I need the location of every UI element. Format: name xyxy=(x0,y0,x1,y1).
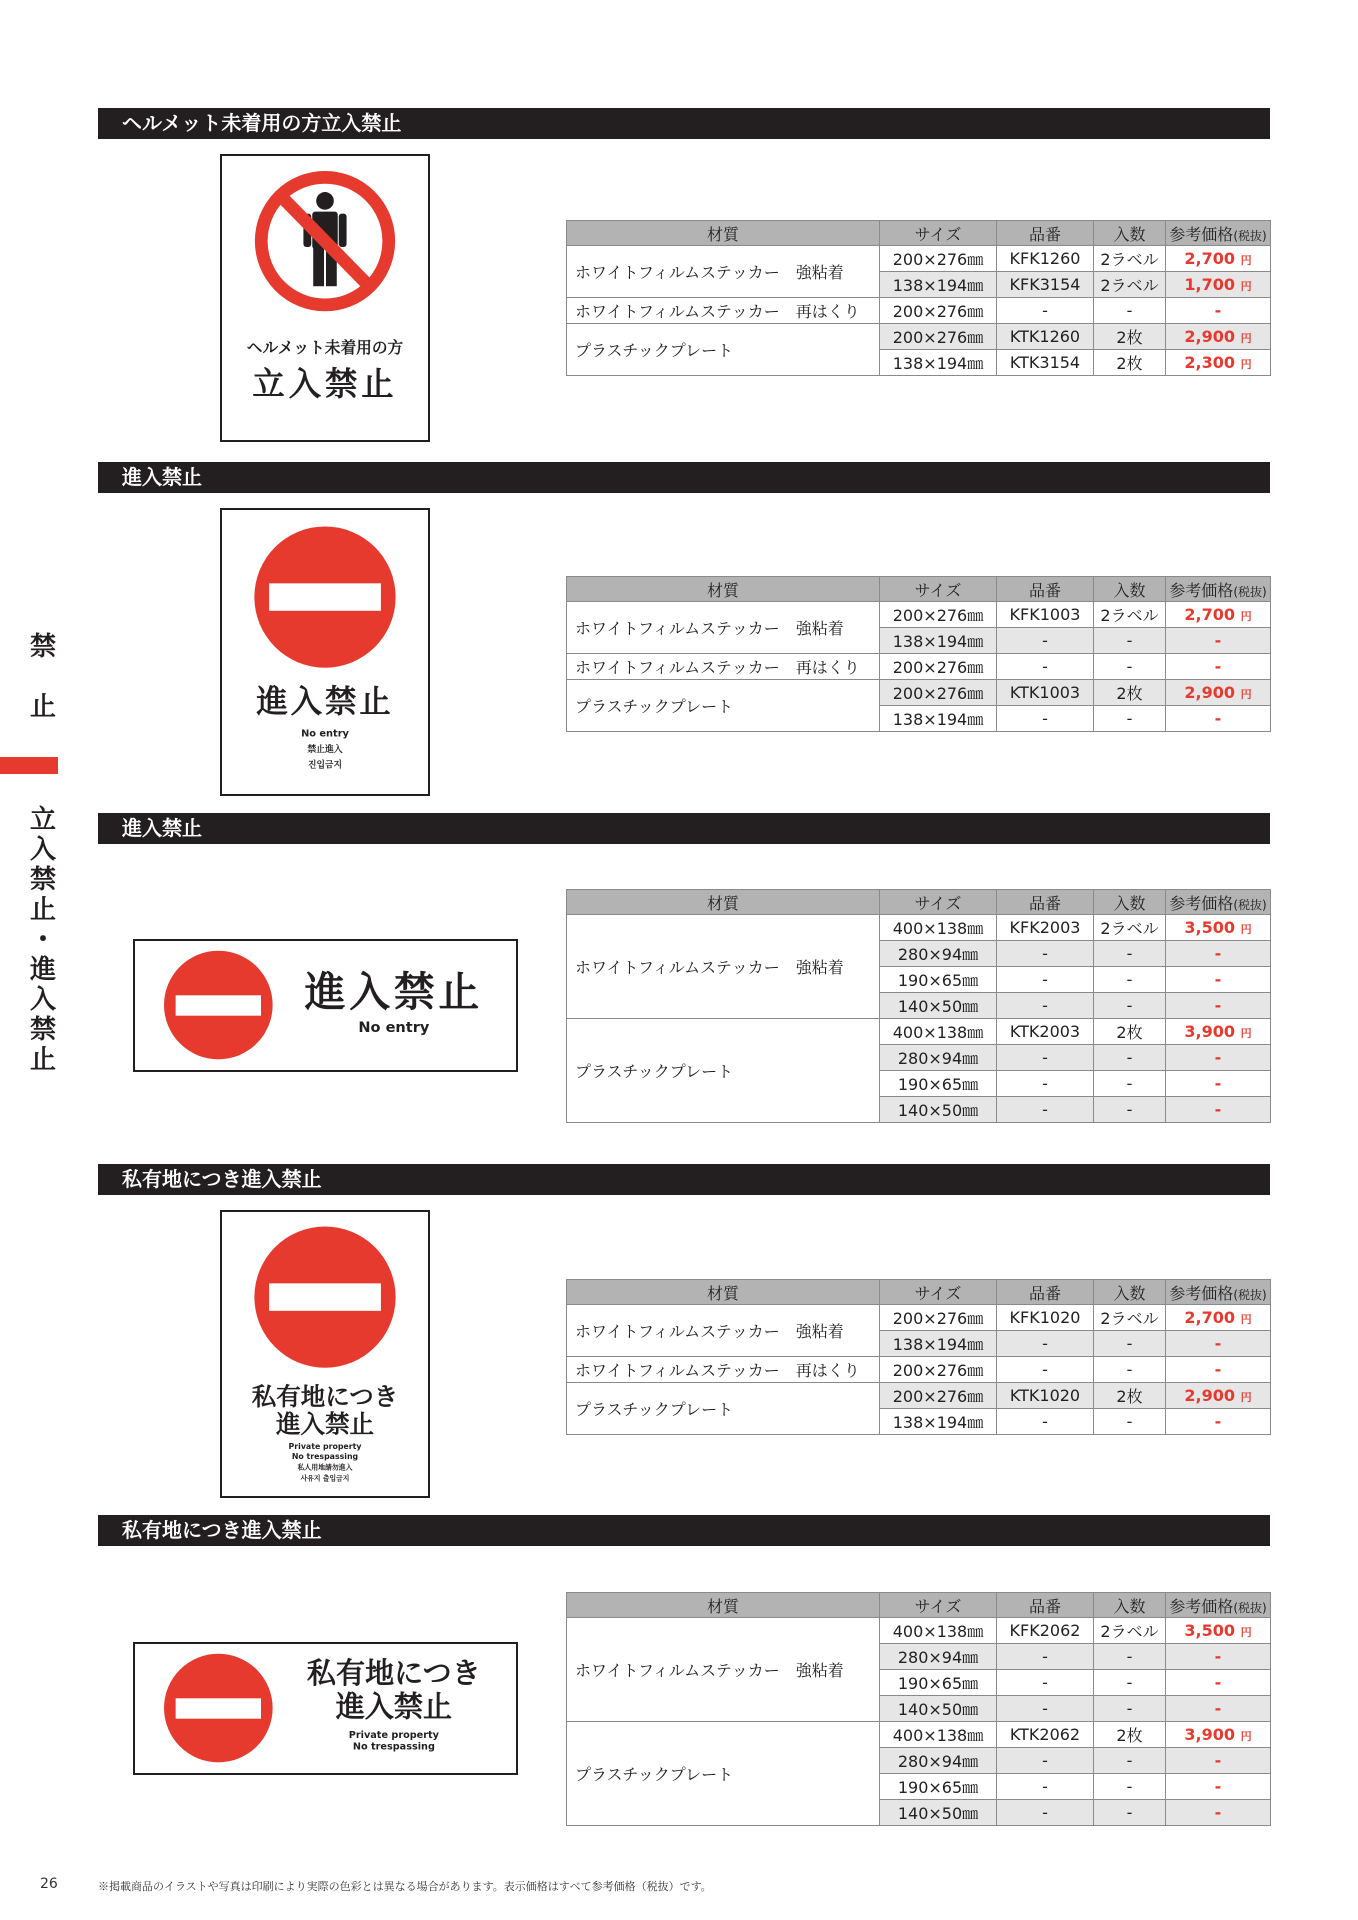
cell-qty: - xyxy=(1094,1670,1166,1696)
cell-code: KFK1003 xyxy=(997,602,1094,628)
section-title-no-entry-2: 進入禁止 xyxy=(98,813,1270,844)
th-size: サイズ xyxy=(880,221,997,246)
cell-code: - xyxy=(997,706,1094,732)
cell-qty: - xyxy=(1094,706,1166,732)
cell-qty: - xyxy=(1094,1357,1166,1383)
cell-qty: 2枚 xyxy=(1094,1019,1166,1045)
table-row xyxy=(567,1722,1271,1748)
cell-size: 280×94㎜ xyxy=(880,1045,997,1071)
cell-code: - xyxy=(997,1696,1094,1722)
cell-price: 2,900 円 xyxy=(1166,680,1271,706)
sign-line3: Private property xyxy=(348,1730,439,1742)
cell-qty: 2枚 xyxy=(1094,1722,1166,1748)
cell-price: - xyxy=(1166,967,1271,993)
cell-qty: - xyxy=(1094,941,1166,967)
yen-unit: 円 xyxy=(1240,1626,1252,1639)
sign-private-property-portrait xyxy=(220,1210,430,1498)
cell-size: 190×65㎜ xyxy=(880,967,997,993)
cell-price: - xyxy=(1166,298,1271,324)
cell-qty: - xyxy=(1094,1748,1166,1774)
cell-code: - xyxy=(997,941,1094,967)
table-header-row xyxy=(567,221,1271,246)
table-row xyxy=(567,602,1271,628)
cell-size: 190×65㎜ xyxy=(880,1071,997,1097)
cell-size: 200×276㎜ xyxy=(880,1357,997,1383)
price-note: (税抜) xyxy=(1233,584,1267,599)
sign-line4: 진입금지 xyxy=(307,760,343,771)
cell-qty: - xyxy=(1094,1774,1166,1800)
cell-price: - xyxy=(1166,1097,1271,1123)
sign-line2: 進入禁止 xyxy=(275,1409,375,1439)
table-row xyxy=(567,654,1271,680)
spec-table-no-entry-2 xyxy=(566,889,1271,1123)
cell-qty: 2ラベル xyxy=(1094,1305,1166,1331)
no-entry-icon xyxy=(254,1226,395,1367)
cell-qty: - xyxy=(1094,298,1166,324)
yen-unit: 円 xyxy=(1240,332,1252,345)
th-code: 品番 xyxy=(997,221,1094,246)
cell-price: - xyxy=(1166,654,1271,680)
cell-price: - xyxy=(1166,628,1271,654)
cell-code: KTK1260 xyxy=(997,324,1094,350)
side-label-char: 禁 xyxy=(29,632,56,662)
sign-line1: 私有地につき xyxy=(251,1382,399,1412)
cell-price: - xyxy=(1166,993,1271,1019)
cell-code: KTK1003 xyxy=(997,680,1094,706)
cell-material: ホワイトフィルムステッカー 再はくり xyxy=(567,298,880,324)
cell-price: - xyxy=(1166,1748,1271,1774)
sign-private-property-landscape xyxy=(133,1642,518,1775)
section-title-private-1: 私有地につき進入禁止 xyxy=(98,1164,1270,1195)
th-material: 材質 xyxy=(567,1280,880,1305)
no-person-icon xyxy=(261,177,389,305)
cell-size: 400×138㎜ xyxy=(880,1019,997,1045)
cell-price: - xyxy=(1166,1331,1271,1357)
side-accent-bar xyxy=(0,757,58,774)
cell-material: プラスチックプレート xyxy=(567,1722,880,1826)
sign-line1: 進入禁止 xyxy=(256,683,394,720)
cell-size: 140×50㎜ xyxy=(880,1696,997,1722)
cell-material: プラスチックプレート xyxy=(567,1019,880,1123)
th-code: 品番 xyxy=(997,890,1094,915)
price-note: (税抜) xyxy=(1233,228,1267,243)
cell-code: - xyxy=(997,628,1094,654)
cell-price: 2,900 円 xyxy=(1166,324,1271,350)
yen-unit: 円 xyxy=(1240,280,1252,293)
sign-line3: 禁止進入 xyxy=(307,745,343,756)
cell-price: - xyxy=(1166,1800,1271,1826)
yen-unit: 円 xyxy=(1240,1391,1252,1404)
th-price: 参考価格(税抜) xyxy=(1166,1280,1271,1305)
cell-qty: 2ラベル xyxy=(1094,272,1166,298)
cell-qty: 2ラベル xyxy=(1094,602,1166,628)
cell-qty: - xyxy=(1094,1097,1166,1123)
side-label-char: 禁 xyxy=(29,865,56,895)
side-label-char: 止 xyxy=(29,692,56,722)
cell-price: 2,700 円 xyxy=(1166,602,1271,628)
cell-price: 3,900 円 xyxy=(1166,1019,1271,1045)
th-qty: 入数 xyxy=(1094,221,1166,246)
cell-qty: 2枚 xyxy=(1094,680,1166,706)
cell-price: - xyxy=(1166,1045,1271,1071)
sign-helmet-no-entry xyxy=(220,154,430,442)
cell-material: プラスチックプレート xyxy=(567,1383,880,1435)
table-row xyxy=(567,246,1271,272)
cell-qty: 2ラベル xyxy=(1094,1618,1166,1644)
yen-unit: 円 xyxy=(1240,254,1252,267)
cell-code: - xyxy=(997,1748,1094,1774)
cell-price: 1,700 円 xyxy=(1166,272,1271,298)
th-price: 参考価格(税抜) xyxy=(1166,890,1271,915)
table-header-row xyxy=(567,577,1271,602)
sign-no-entry-portrait xyxy=(220,508,430,796)
cell-code: - xyxy=(997,1800,1094,1826)
page-number: 26 xyxy=(40,1876,58,1892)
cell-size: 200×276㎜ xyxy=(880,602,997,628)
cell-size: 200×276㎜ xyxy=(880,654,997,680)
cell-qty: - xyxy=(1094,1331,1166,1357)
yen-unit: 円 xyxy=(1240,923,1252,936)
th-price: 参考価格(税抜) xyxy=(1166,1593,1271,1618)
cell-material: ホワイトフィルムステッカー 再はくり xyxy=(567,1357,880,1383)
th-size: サイズ xyxy=(880,577,997,602)
cell-price: - xyxy=(1166,1409,1271,1435)
cell-price: - xyxy=(1166,706,1271,732)
th-size: サイズ xyxy=(880,1593,997,1618)
th-size: サイズ xyxy=(880,890,997,915)
no-entry-icon xyxy=(164,951,273,1060)
spec-table-private-1 xyxy=(566,1279,1271,1435)
cell-price: 2,300 円 xyxy=(1166,350,1271,376)
side-label-top xyxy=(28,632,58,752)
section-title-private-2: 私有地につき進入禁止 xyxy=(98,1515,1270,1546)
sign-line2: 進入禁止 xyxy=(335,1689,453,1724)
side-label-char: ・ xyxy=(29,925,56,955)
cell-code: - xyxy=(997,1409,1094,1435)
footnote: ※掲載商品のイラストや写真は印刷により実際の色彩とは異なる場合があります。表示価格はすべて参考価格（税抜）です。 xyxy=(98,1880,712,1893)
yen-unit: 円 xyxy=(1240,1730,1252,1743)
no-entry-icon xyxy=(164,1654,273,1763)
yen-unit: 円 xyxy=(1240,688,1252,701)
side-label-char: 立 xyxy=(29,805,56,835)
cell-price: - xyxy=(1166,1696,1271,1722)
cell-size: 138×194㎜ xyxy=(880,628,997,654)
cell-size: 138×194㎜ xyxy=(880,1409,997,1435)
side-label-char: 禁 xyxy=(29,1015,56,1045)
yen-unit: 円 xyxy=(1240,610,1252,623)
spec-table-private-2 xyxy=(566,1592,1271,1826)
table-header-row xyxy=(567,1280,1271,1305)
cell-code: KTK3154 xyxy=(997,350,1094,376)
table-row xyxy=(567,1383,1271,1409)
cell-qty: 2ラベル xyxy=(1094,915,1166,941)
side-label-char: 入 xyxy=(29,985,56,1015)
sign-line2: No entry xyxy=(358,1020,430,1037)
table-row xyxy=(567,298,1271,324)
sign-line1: ヘルメット未着用の方 xyxy=(246,337,404,357)
cell-qty: - xyxy=(1094,654,1166,680)
cell-code: - xyxy=(997,1097,1094,1123)
cell-code: KFK2003 xyxy=(997,915,1094,941)
cell-size: 200×276㎜ xyxy=(880,680,997,706)
cell-size: 140×50㎜ xyxy=(880,993,997,1019)
cell-code: KFK2062 xyxy=(997,1618,1094,1644)
section-title-no-entry-1: 進入禁止 xyxy=(98,462,1270,493)
cell-code: - xyxy=(997,1357,1094,1383)
cell-size: 138×194㎜ xyxy=(880,706,997,732)
cell-code: - xyxy=(997,993,1094,1019)
price-note: (税抜) xyxy=(1233,1287,1267,1302)
th-size: サイズ xyxy=(880,1280,997,1305)
cell-qty: - xyxy=(1094,993,1166,1019)
sign-line4: No trespassing xyxy=(352,1741,435,1753)
price-note: (税抜) xyxy=(1233,897,1267,912)
cell-code: KTK2003 xyxy=(997,1019,1094,1045)
sign-line5: 私人用地請勿進入 xyxy=(297,1463,353,1472)
table-row xyxy=(567,915,1271,941)
cell-price: 3,500 円 xyxy=(1166,915,1271,941)
sign-line3: Private property xyxy=(288,1442,362,1452)
cell-material: プラスチックプレート xyxy=(567,324,880,376)
cell-material: プラスチックプレート xyxy=(567,680,880,732)
cell-price: - xyxy=(1166,1774,1271,1800)
cell-material: ホワイトフィルムステッカー 再はくり xyxy=(567,654,880,680)
table-header-row xyxy=(567,890,1271,915)
cell-code: - xyxy=(997,1045,1094,1071)
spec-table-helmet xyxy=(566,220,1271,376)
cell-qty: - xyxy=(1094,1045,1166,1071)
yen-unit: 円 xyxy=(1240,358,1252,371)
cell-price: - xyxy=(1166,1071,1271,1097)
cell-price: 2,700 円 xyxy=(1166,1305,1271,1331)
cell-code: KFK1260 xyxy=(997,246,1094,272)
cell-price: 3,900 円 xyxy=(1166,1722,1271,1748)
cell-size: 400×138㎜ xyxy=(880,915,997,941)
th-qty: 入数 xyxy=(1094,577,1166,602)
cell-qty: - xyxy=(1094,1696,1166,1722)
spec-table-no-entry-1 xyxy=(566,576,1271,732)
yen-unit: 円 xyxy=(1240,1313,1252,1326)
cell-qty: 2ラベル xyxy=(1094,246,1166,272)
side-label-char: 止 xyxy=(29,895,56,925)
cell-size: 400×138㎜ xyxy=(880,1722,997,1748)
cell-qty: 2枚 xyxy=(1094,324,1166,350)
cell-code: KFK3154 xyxy=(997,272,1094,298)
cell-size: 140×50㎜ xyxy=(880,1097,997,1123)
cell-code: KFK1020 xyxy=(997,1305,1094,1331)
no-entry-icon xyxy=(254,526,395,667)
cell-size: 200×276㎜ xyxy=(880,298,997,324)
sign-no-entry-landscape xyxy=(133,939,518,1072)
cell-qty: - xyxy=(1094,1409,1166,1435)
cell-qty: - xyxy=(1094,1644,1166,1670)
cell-size: 138×194㎜ xyxy=(880,272,997,298)
cell-qty: 2枚 xyxy=(1094,350,1166,376)
th-material: 材質 xyxy=(567,890,880,915)
cell-code: - xyxy=(997,1670,1094,1696)
cell-size: 138×194㎜ xyxy=(880,1331,997,1357)
cell-size: 200×276㎜ xyxy=(880,246,997,272)
th-price: 参考価格(税抜) xyxy=(1166,221,1271,246)
cell-size: 280×94㎜ xyxy=(880,1748,997,1774)
cell-code: - xyxy=(997,1071,1094,1097)
cell-code: - xyxy=(997,1644,1094,1670)
side-label-bottom xyxy=(28,805,58,1075)
cell-size: 280×94㎜ xyxy=(880,1644,997,1670)
cell-size: 200×276㎜ xyxy=(880,1305,997,1331)
cell-material: ホワイトフィルムステッカー 強粘着 xyxy=(567,246,880,298)
cell-qty: - xyxy=(1094,967,1166,993)
cell-code: - xyxy=(997,654,1094,680)
sign-line2: 立入禁止 xyxy=(252,365,398,404)
th-code: 品番 xyxy=(997,1593,1094,1618)
sign-line1: 進入禁止 xyxy=(304,967,484,1016)
cell-qty: 2枚 xyxy=(1094,1383,1166,1409)
table-row xyxy=(567,324,1271,350)
cell-code: KTK1020 xyxy=(997,1383,1094,1409)
table-row xyxy=(567,1305,1271,1331)
cell-price: 2,900 円 xyxy=(1166,1383,1271,1409)
cell-size: 190×65㎜ xyxy=(880,1670,997,1696)
th-price: 参考価格(税抜) xyxy=(1166,577,1271,602)
cell-price: 3,500 円 xyxy=(1166,1618,1271,1644)
price-note: (税抜) xyxy=(1233,1600,1267,1615)
cell-material: ホワイトフィルムステッカー 強粘着 xyxy=(567,1305,880,1357)
cell-size: 400×138㎜ xyxy=(880,1618,997,1644)
cell-code: KTK2062 xyxy=(997,1722,1094,1748)
cell-code: - xyxy=(997,1331,1094,1357)
th-material: 材質 xyxy=(567,1593,880,1618)
cell-material: ホワイトフィルムステッカー 強粘着 xyxy=(567,602,880,654)
th-qty: 入数 xyxy=(1094,1280,1166,1305)
cell-size: 190×65㎜ xyxy=(880,1774,997,1800)
cell-qty: - xyxy=(1094,628,1166,654)
cell-price: 2,700 円 xyxy=(1166,246,1271,272)
sign-line1: 私有地につき xyxy=(306,1655,481,1690)
table-row xyxy=(567,680,1271,706)
side-label-char: 止 xyxy=(29,1045,56,1075)
cell-size: 140×50㎜ xyxy=(880,1800,997,1826)
section-title-helmet: ヘルメット未着用の方立入禁止 xyxy=(98,108,1270,139)
th-code: 品番 xyxy=(997,577,1094,602)
cell-price: - xyxy=(1166,1670,1271,1696)
table-row xyxy=(567,1019,1271,1045)
cell-price: - xyxy=(1166,941,1271,967)
cell-qty: - xyxy=(1094,1071,1166,1097)
table-header-row xyxy=(567,1593,1271,1618)
th-code: 品番 xyxy=(997,1280,1094,1305)
yen-unit: 円 xyxy=(1240,1027,1252,1040)
cell-qty: - xyxy=(1094,1800,1166,1826)
table-row xyxy=(567,1618,1271,1644)
cell-code: - xyxy=(997,967,1094,993)
cell-price: - xyxy=(1166,1357,1271,1383)
side-label-char: 入 xyxy=(29,835,56,865)
cell-price: - xyxy=(1166,1644,1271,1670)
cell-material: ホワイトフィルムステッカー 強粘着 xyxy=(567,1618,880,1722)
cell-size: 138×194㎜ xyxy=(880,350,997,376)
sign-line2: No entry xyxy=(301,728,349,740)
side-label-char: 進 xyxy=(29,955,56,985)
sign-line4: No trespassing xyxy=(291,1451,359,1461)
cell-code: - xyxy=(997,298,1094,324)
th-material: 材質 xyxy=(567,221,880,246)
sign-line6: 사유지 출입금지 xyxy=(300,1474,350,1483)
cell-code: - xyxy=(997,1774,1094,1800)
cell-material: ホワイトフィルムステッカー 強粘着 xyxy=(567,915,880,1019)
th-qty: 入数 xyxy=(1094,890,1166,915)
table-row xyxy=(567,1357,1271,1383)
cell-size: 200×276㎜ xyxy=(880,324,997,350)
th-material: 材質 xyxy=(567,577,880,602)
th-qty: 入数 xyxy=(1094,1593,1166,1618)
cell-size: 200×276㎜ xyxy=(880,1383,997,1409)
cell-size: 280×94㎜ xyxy=(880,941,997,967)
